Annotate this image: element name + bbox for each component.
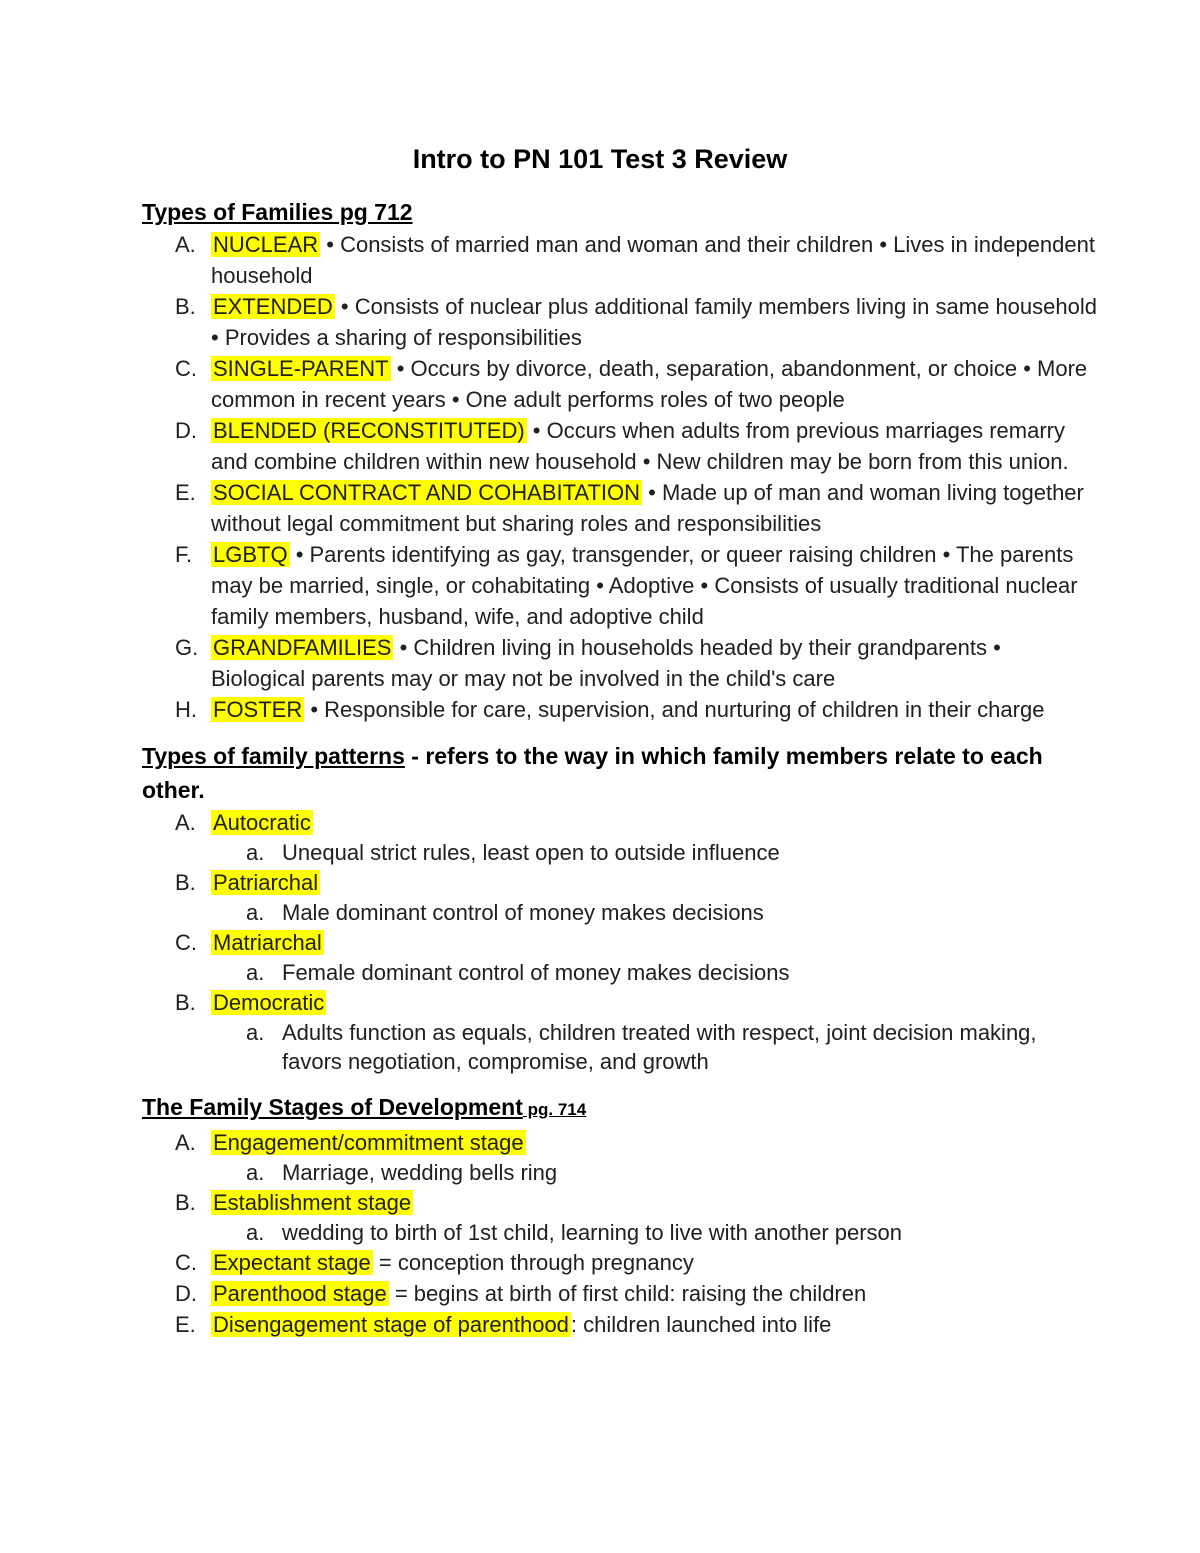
list-item [142,1187,1100,1247]
highlighted-term: Matriarchal [213,930,322,955]
item-letter: E. [175,480,196,505]
list-item [142,229,1100,291]
highlighted-term: BLENDED (RECONSTITUTED) [213,418,525,443]
highlighted-term: SOCIAL CONTRACT AND COHABITATION [213,480,641,505]
item-letter: C. [175,930,197,955]
list-item [142,291,1100,353]
sub-list [211,898,1100,927]
item-letter: D. [175,418,197,443]
sub-item-letter: a. [246,960,265,985]
sub-list-item [211,1218,1100,1247]
highlighted-term: Parenthood stage [213,1281,387,1306]
highlighted-term: Expectant stage [213,1250,371,1275]
item-text: = conception through pregnancy [372,1250,694,1275]
list-item [142,867,1100,927]
sub-item-letter: a. [246,1020,265,1045]
highlighted-term: Patriarchal [213,870,319,895]
item-letter: B. [175,1190,196,1215]
highlighted-term: GRANDFAMILIES [213,635,392,660]
item-letter: A. [175,1130,196,1155]
sub-item-text: wedding to birth of 1st child, learning to live with another person [282,1220,903,1245]
highlighted-term: Autocratic [213,810,311,835]
list-item [142,539,1100,632]
sub-item-text: Adults function as equals, children treated with respect, joint decision making, favors negotiation, compromise, and growth [282,1020,1037,1074]
list-item [142,807,1100,867]
list-item [142,353,1100,415]
item-letter: C. [175,356,197,381]
section-heading-stages-of-development [142,1090,1100,1127]
highlighted-term: EXTENDED [213,294,333,319]
item-letter: C. [175,1250,197,1275]
item-text: = begins at birth of first child: raising the children [388,1281,867,1306]
list-item [142,694,1100,725]
sub-item-letter: a. [246,840,265,865]
highlighted-term: FOSTER [213,697,303,722]
highlighted-term: Establishment stage [213,1190,412,1215]
item-text: • Parents identifying as gay, transgender, or queer raising children • The parents may be married, single, or cohabitating • Adoptive • Consists of usually traditional nuclear family members, husband, wife, and adoptive child [211,542,1078,629]
item-letter: A. [175,810,196,835]
sub-item-text: Male dominant control of money makes decisions [282,900,764,925]
sub-item-text: Female dominant control of money makes decisions [282,960,790,985]
heading-text: Types of Families pg 712 [142,199,413,225]
sub-list [211,958,1100,987]
list-item [142,927,1100,987]
section-heading-types-of-families [142,195,1100,229]
sub-list-item [211,898,1100,927]
item-text: • Responsible for care, supervision, and nurturing of children in their charge [304,697,1045,722]
sub-list [211,1218,1100,1247]
item-text: : children launched into life [570,1312,832,1337]
sub-list [211,1158,1100,1187]
heading-text: The Family Stages of Development [142,1094,523,1120]
list-item [142,477,1100,539]
heading-text: Types of family patterns [142,743,405,769]
item-letter: B. [175,990,196,1015]
sub-item-letter: a. [246,900,265,925]
item-text: • Occurs when adults from previous marriages remarry and combine children within new household • New children may be born from this union. [211,418,1069,474]
item-letter: F. [175,542,193,567]
item-letter: B. [175,294,196,319]
item-letter: E. [175,1312,196,1337]
family-types-list [142,229,1100,725]
development-stages-list [142,1127,1100,1340]
list-item [142,632,1100,694]
sub-item-letter: a. [246,1160,265,1185]
sub-list [211,838,1100,867]
item-letter: A. [175,232,196,257]
highlighted-term: Disengagement stage of parenthood [213,1312,569,1337]
section-heading-family-patterns [142,739,1100,807]
item-letter: D. [175,1281,197,1306]
item-letter: B. [175,870,196,895]
sub-list-item [211,958,1100,987]
list-item [142,1127,1100,1187]
sub-list-item [211,1158,1100,1187]
sub-list-item [211,838,1100,867]
list-item [142,1247,1100,1278]
item-letter: G. [175,635,199,660]
sub-list-item [211,1018,1100,1076]
highlighted-term: Engagement/commitment stage [213,1130,524,1155]
item-text: • Consists of nuclear plus additional family members living in same household • Provides a sharing of responsibilities [211,294,1097,350]
highlighted-term: NUCLEAR [213,232,319,257]
highlighted-term: Democratic [213,990,325,1015]
sub-list [211,1018,1100,1076]
heading-page-ref: pg. 714 [522,1100,587,1119]
list-item [142,987,1100,1076]
sub-item-letter: a. [246,1220,265,1245]
list-item [142,1278,1100,1309]
highlighted-term: SINGLE-PARENT [213,356,389,381]
page-title: Intro to PN 101 Test 3 Review [412,144,788,174]
item-text: • Children living in households headed by their grandparents • Biological parents may or may not be involved in the child's care [211,635,1001,691]
sub-item-text: Unequal strict rules, least open to outside influence [282,840,780,865]
family-patterns-list [142,807,1100,1076]
highlighted-term: LGBTQ [213,542,288,567]
item-text: • Consists of married man and woman and their children • Lives in independent household [211,232,1095,288]
heading-description: - refers to the way in which family members relate to each other. [142,743,1043,803]
item-text: • Occurs by divorce, death, separation, abandonment, or choice • More common in recent years • One adult performs roles of two people [211,356,1088,412]
item-text: • Made up of man and woman living together without legal commitment but sharing roles and responsibilities [211,480,1084,536]
list-item [142,1309,1100,1340]
list-item [142,415,1100,477]
item-letter: H. [175,697,197,722]
sub-item-text: Marriage, wedding bells ring [282,1160,558,1185]
